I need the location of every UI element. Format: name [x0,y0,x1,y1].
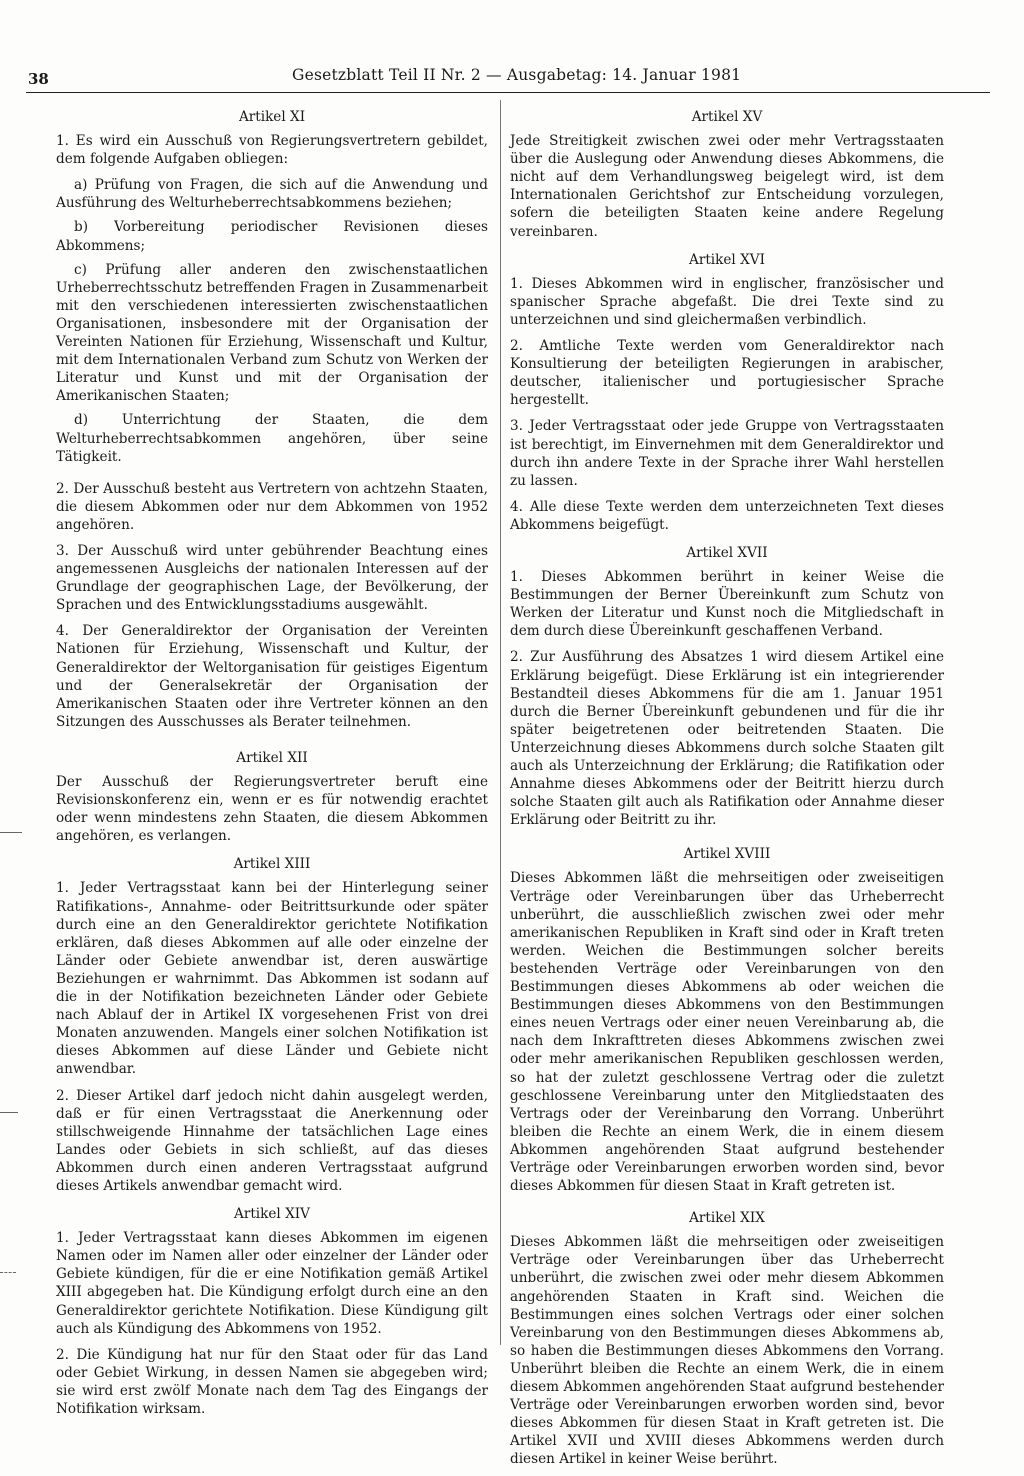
article-xvi [510,251,944,534]
article-paragraph: 1. Dieses Abkommen wird in englischer, französischer und spanischer Sprache abgefaßt. Die drei Texte sind zu unterzeichnen und sind gleichermaßen verbindlich. [510,275,944,328]
article-paragraph: 4. Der Generaldirektor der Organisation der Vereinten Nationen für Erziehung, Wissenschaft und Kultur, der Generaldirektor der Weltorganisation für geistiges Eigentum und der Generalsekretär der Organisation der Amerikanischen Staaten oder ihre Vertreter können an den Sitzungen des Ausschusses als Berater teilnehmen. [56,623,488,730]
page-header-title: Gesetzblatt Teil II Nr. 2 — Ausgabetag: 14. Januar 1981 [292,66,742,84]
article-title: Artikel XIV [234,1206,310,1223]
article-paragraph: 4. Alle diese Texte werden dem unterzeichneten Text dieses Abkommens beigefügt. [510,498,944,533]
margin-mark [0,1112,18,1113]
article-paragraph: 2. Die Kündigung hat nur für den Staat oder für das Land oder Gebiet Wirkung, in dessen Namen sie abgegeben wird; sie wird erst zwölf Monate nach dem Tag des Eingangs der Notifikation wirksam. [56,1346,488,1417]
article-title: Artikel XVII [686,544,768,561]
article-xix [510,1209,944,1468]
article-paragraph: 2. Zur Ausführung des Absatzes 1 wird diesem Artikel eine Erklärung beigefügt. Diese Erklärung ist ein integrierender Bestandteil dieses Abkommens für die am 1. Januar 1951 durch die Berner Übereinkunft gebundenen und für die ihr später beigetretenen oder beitretenden Staaten. Die Unterzeichnung dieses Abkommens durch solche Staaten gilt auch als Unterzeichnung der Erklärung; die Ratifikation oder Annahme dieses Abkommens oder der Beitritt hierzu durch solche Staaten gilt auch als Ratifikation oder Annahme dieser Erklärung oder Beitritt zu ihr. [510,649,944,829]
article-xi [56,108,488,731]
margin-mark [0,832,22,833]
article-paragraph: a) Prüfung von Fragen, die sich auf die Anwendung und Ausführung des Welturheberrechtsabkommens beziehen; [56,177,488,212]
article-xviii [510,845,944,1195]
article-paragraph: Der Ausschuß der Regierungsvertreter beruft eine Revisionskonferenz ein, wenn er es für notwendig erachtet oder wenn mindestens zehn Staaten, die diesem Abkommen angehören, es verlangen. [56,774,488,845]
article-xiii [56,855,488,1195]
article-paragraph: 3. Jeder Vertragsstaat oder jede Gruppe von Vertragsstaaten ist berechtigt, im Einvernehmen mit dem Generaldirektor und durch ihn andere Texte in der Sprache ihrer Wahl herstellen zu lassen. [510,418,944,489]
article-paragraph: 1. Es wird ein Ausschuß von Regierungsvertretern gebildet, dem folgende Aufgaben obliegen: [56,133,488,168]
page-number: 38 [28,70,49,88]
article-paragraph: Dieses Abkommen läßt die mehrseitigen oder zweiseitigen Verträge oder Vereinbarungen über das Urheberrecht unberührt, die zwischen zwei oder mehr diesem Abkommen angehörenden Staaten in Kraft sind. Weichen die Bestimmungen eines solchen Vertrags oder einer solchen Vereinbarung von den Bestimmungen dieses Abkommens ab, so haben die Bestimmungen dieses Abkommens den Vorrang. Unberührt bleiben die Rechte an einem Werk, die in einem diesem Abkommen angehörenden Staat aufgrund bestehender Verträge oder Vereinbarungen erworben worden sind, bevor dieses Abkommen für diesen Staat in Kraft getreten ist. Die Artikel XVII und XVIII dieses Abkommens werden durch diesen Artikel in keiner Weise berührt. [510,1234,944,1468]
article-xii [56,749,488,845]
article-xiv [56,1205,488,1418]
article-paragraph: 1. Jeder Vertragsstaat kann bei der Hinterlegung seiner Ratifikations-, Annahme- oder Beitrittsurkunde oder später durch eine an den Generaldirektor gerichtete Notifikation erklären, daß dieses Abkommen auf alle oder einzelne der Länder oder Gebiete anwendbar ist, deren auswärtige Beziehungen er wahrnimmt. Das Abkommen ist sodann auf die in der Notifikation bezeichneten Länder oder Gebiete nach Ablauf der in Artikel IX vorgesehenen Frist von drei Monaten anzuwenden. Mangels einer solchen Notifikation ist dieses Abkommen auf diese Länder und Gebiete nicht anwendbar. [56,880,488,1078]
header-rule [26,92,990,93]
article-title: Artikel XIX [689,1210,765,1227]
article-paragraph: b) Vorbereitung periodischer Revisionen dieses Abkommens; [56,219,488,254]
article-paragraph: 2. Der Ausschuß besteht aus Vertretern von achtzehn Staaten, die diesem Abkommen oder nur dem Abkommen von 1952 angehören. [56,480,488,533]
article-paragraph: Jede Streitigkeit zwischen zwei oder mehr Vertragsstaaten über die Auslegung oder Anwendung dieses Abkommens, die nicht auf dem Verhandlungsweg beigelegt wird, ist dem Internationalen Gerichtshof zur Entscheidung vorzulegen, sofern die beteiligten Staaten keine andere Regelung vereinbaren. [510,133,944,240]
article-paragraph: 2. Dieser Artikel darf jedoch nicht dahin ausgelegt werden, daß er für einen Vertragsstaat die Anerkennung oder stillschweigende Hinnahme der tatsächlichen Lage eines Landes oder Gebiets in sich schließt, auf das dieses Abkommen durch einen anderen Vertragsstaat aufgrund dieses Artikels anwendbar gemacht wird. [56,1087,488,1194]
article-xvii [510,544,944,829]
article-title: Artikel XV [691,109,763,125]
article-title: Artikel XI [238,109,306,125]
article-title: Artikel XVI [689,251,765,268]
column-divider [500,100,501,1345]
right-column [510,102,944,1476]
article-title: Artikel XII [236,749,308,766]
article-paragraph: d) Unterrichtung der Staaten, die dem Welturheberrechtsabkommen angehören, über seine Tätigkeit. [56,412,488,465]
article-paragraph: 3. Der Ausschuß wird unter gebührender Beachtung eines angemessenen Ausgleichs der nationalen Interessen auf der Grundlage der geographischen Lage, der Bevölkerung, der Sprachen und des Entwicklungsstadiums ausgewählt. [56,542,488,614]
article-paragraph: c) Prüfung aller anderen den zwischenstaatlichen Urheberrechtsschutz betreffenden Fragen in Zusammenarbeit mit den verschiedenen interessierten zwischenstaatlichen Organisationen, insbesondere mit der Organisation der Vereinten Nationen für Erziehung, Wissenschaft und Kultur, mit dem Internationalen Verband zum Schutz von Werken der Literatur und Kunst und mit der Organisation der Amerikanischen Staaten; [56,261,488,405]
article-paragraph: 1. Dieses Abkommen berührt in keiner Weise die Bestimmungen der Berner Übereinkunft zum Schutz von Werken der Literatur und Kunst noch die Mitgliedschaft in dem durch diese Übereinkunft geschaffenen Verband. [510,569,944,640]
article-title: Artikel XIII [233,856,311,873]
article-paragraph: 2. Amtliche Texte werden vom Generaldirektor nach Konsultierung der beteiligten Regierungen in arabischer, deutscher, italienischer und portugiesischer Sprache hergestellt. [510,338,944,409]
article-paragraph: Dieses Abkommen läßt die mehrseitigen oder zweiseitigen Verträge oder Vereinbarungen über das Urheberrecht unberührt, die ausschließlich zwischen zwei oder mehr amerikanischen Republiken in Kraft sind oder in Kraft treten werden. Weichen die Bestimmungen solcher bereits bestehenden Verträge oder Vereinbarungen von den Bestimmungen dieses Abkommens ab oder weichen die Bestimmungen dieses Abkommens von den Bestimmungen eines neuen Vertrags oder einer neuen Vereinbarung ab, die nach dem Inkrafttreten dieses Abkommens zwischen zwei oder mehr amerikanischen Republiken geschlossen werden, so hat der zuletzt geschlossene Vertrag oder die zuletzt geschlossene Vereinbarung unter den Mitgliedstaaten des Vertrags oder der Vereinbarung den Vorrang. Unberührt bleiben die Rechte an einem Werk, die in einem diesem Abkommen angehörenden Staat aufgrund bestehender Verträge oder Vereinbarungen erworben worden sind, bevor dieses Abkommen für diesen Staat in Kraft getreten ist. [510,870,944,1195]
left-column [56,102,488,1426]
article-paragraph: 1. Jeder Vertragsstaat kann dieses Abkommen im eigenen Namen oder im Namen aller oder einzelner der Länder oder Gebiete kündigen, für die er eine Notifikation gemäß Artikel XIII abgegeben hat. Die Kündigung erfolgt durch eine an den Generaldirektor gerichtete Notifikation. Diese Kündigung gilt auch als Kündigung des Abkommens von 1952. [56,1230,488,1337]
margin-mark [0,1272,16,1273]
article-title: Artikel XVIII [683,846,771,863]
article-xv [510,108,944,241]
